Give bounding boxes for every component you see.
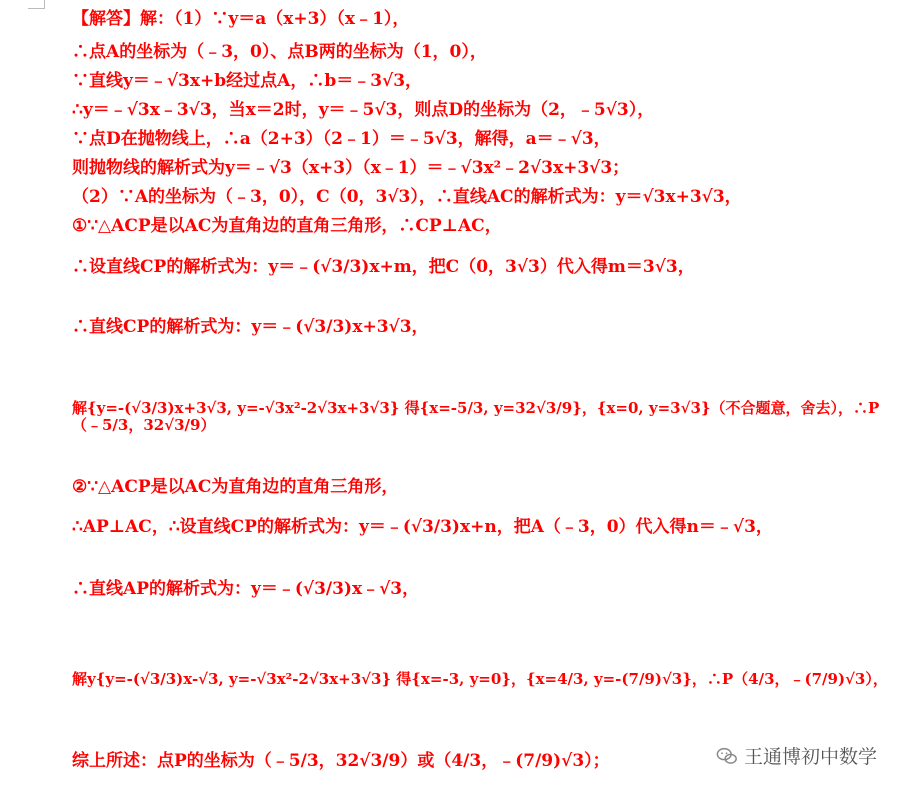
solution-line-3: ∵直线y＝﹣√3x+b经过点A，∴b＝﹣3√3， [72,71,423,91]
solution-line-16: 综上所述：点P的坐标为（﹣5/3，32√3/9）或（4/3，﹣(7/9)√3）； [72,751,610,771]
answer-header: 【解答】 [72,9,140,29]
solution-line-2: ∴点A的坐标为（﹣3，0）、点B两的坐标为（1，0）， [72,42,487,62]
line-text: 解y{y=-(√3/3)x-√3, y=-√3x²-2√3x+3√3} 得{x=-3, y=0}，{x=4/3, y=-(7/9)√3}，∴P（4/3，﹣(7/9)√3）， [72,670,888,689]
solution-line-9: ∴设直线CP的解析式为：y＝﹣(√3/3)x+m，把C（0，3√3）代入得m＝3√3， [72,257,695,277]
watermark-text: 王通博初中数学 [743,746,877,768]
solution-line-15 [72,640,902,720]
watermark [716,742,877,769]
page-corner-mark [28,0,45,9]
solution-line-11 [72,372,902,462]
solution-line-6: 则抛物线的解析式为y＝﹣√3（x+3）（x﹣1）＝﹣√3x²﹣2√3x+3√3； [72,158,630,178]
wechat-icon [716,745,738,767]
solution-line-12: ②∵△ACP是以AC为直角边的直角三角形， [72,477,399,497]
solution-line-8: ①∵△ACP是以AC为直角边的直角三角形，∴CP⊥AC， [72,216,502,236]
solution-line-13: ∴AP⊥AC，∴设直线CP的解析式为：y＝﹣(√3/3)x+n，把A（﹣3，0）代入得n＝﹣√3， [72,517,773,537]
solution-line-7: （2）∵A的坐标为（﹣3，0），C（0，3√3），∴直线AC的解析式为：y＝√3x+3√3， [72,187,742,207]
solution-line-14: ∴直线AP的解析式为：y＝﹣(√3/3)x﹣√3， [72,579,420,599]
solution-line-4: ∴y＝﹣√3x﹣3√3，当x＝2时，y＝﹣5√3，则点D的坐标为（2，﹣5√3）， [72,100,655,120]
solution-line-1 [72,10,409,30]
solution-line-5: ∵点D在抛物线上，∴a（2+3）（2﹣1）＝﹣5√3，解得，a＝﹣√3， [72,129,611,149]
line-text: 解{y=-(√3/3)x+3√3, y=-√3x²-2√3x+3√3} 得{x=-5/3, y=32√3/9}，{x=0, y=3√3}（不合题意，舍去），∴P（﹣5/3，32√3/9） [72,398,880,434]
solution-line-10: ∴直线CP的解析式为：y＝﹣(√3/3)x+3√3， [72,317,429,337]
line-text: 解：（1）∵y＝a（x+3）（x﹣1）， [140,9,410,29]
